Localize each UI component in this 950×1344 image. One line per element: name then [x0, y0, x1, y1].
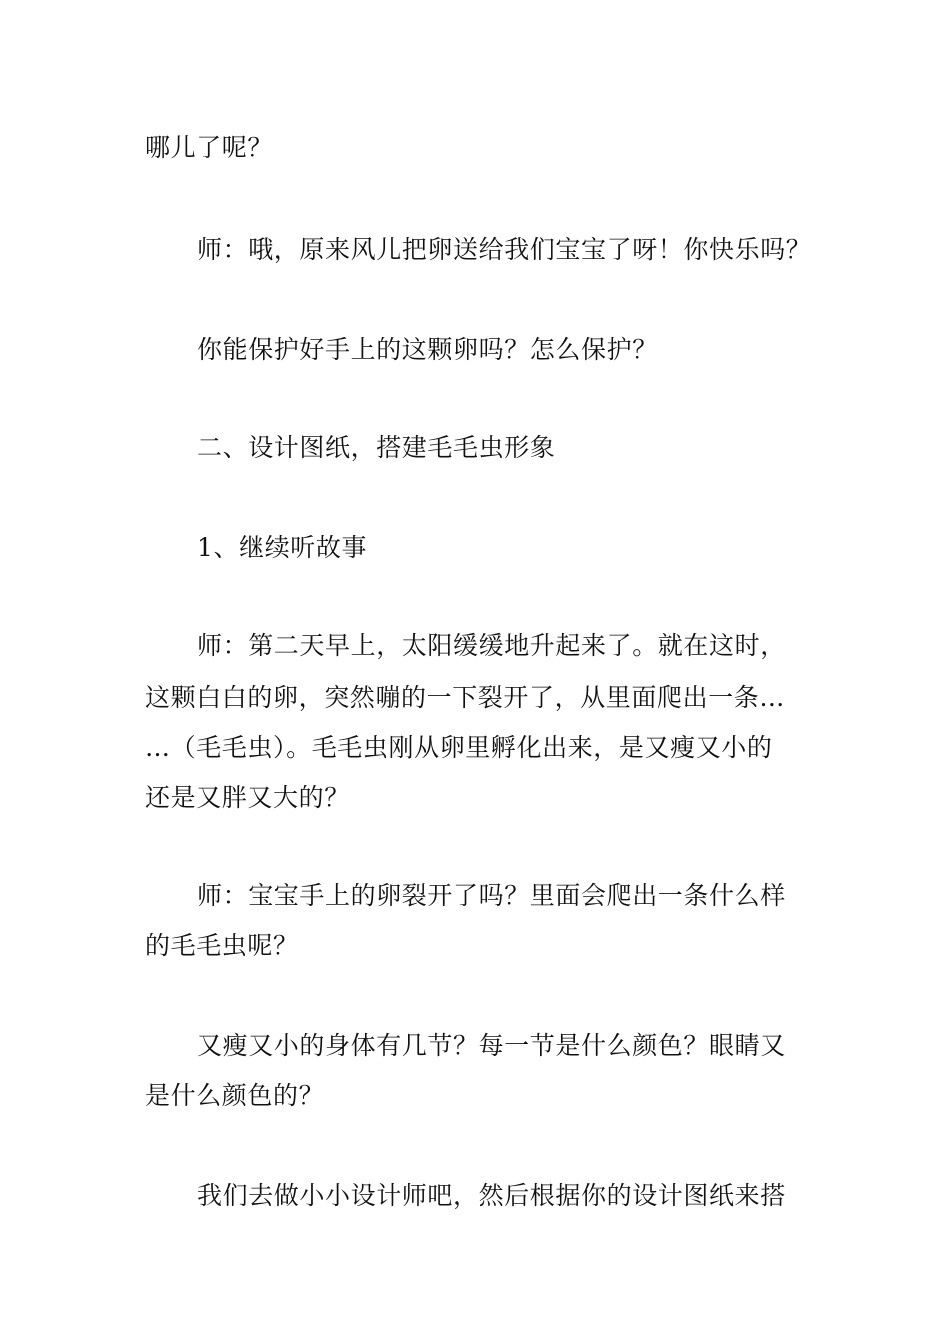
section-heading: 二、设计图纸，搭建毛毛虫形象: [197, 433, 556, 462]
paragraph-line: 哪儿了呢？: [145, 133, 274, 162]
paragraph-line: 是什么颜色的？: [145, 1081, 325, 1110]
paragraph-line: 的毛毛虫呢？: [145, 931, 299, 960]
paragraph-line: 又瘦又小的身体有几节？每一节是什么颜色？眼睛又: [197, 1031, 786, 1060]
paragraph-line: 师：宝宝手上的卵裂开了吗？里面会爬出一条什么样: [197, 881, 786, 910]
paragraph-line: 我们去做小小设计师吧，然后根据你的设计图纸来搭: [197, 1181, 786, 1210]
subsection-heading: 1、继续听故事: [197, 533, 368, 562]
paragraph-line: 还是又胖又大的？: [145, 783, 350, 812]
paragraph-line: …（毛毛虫）。毛毛虫刚从卵里孵化出来，是又瘦又小的: [145, 733, 773, 762]
paragraph-line: 你能保护好手上的这颗卵吗？怎么保护？: [197, 335, 658, 364]
paragraph-line: 师：哦，原来风儿把卵送给我们宝宝了呀！你快乐吗？: [197, 235, 812, 264]
paragraph-line: 师：第二天早上，太阳缓缓地升起来了。就在这时，: [197, 631, 786, 660]
paragraph-line: 这颗白白的卵，突然嘣的一下裂开了，从里面爬出一条…: [145, 683, 786, 712]
